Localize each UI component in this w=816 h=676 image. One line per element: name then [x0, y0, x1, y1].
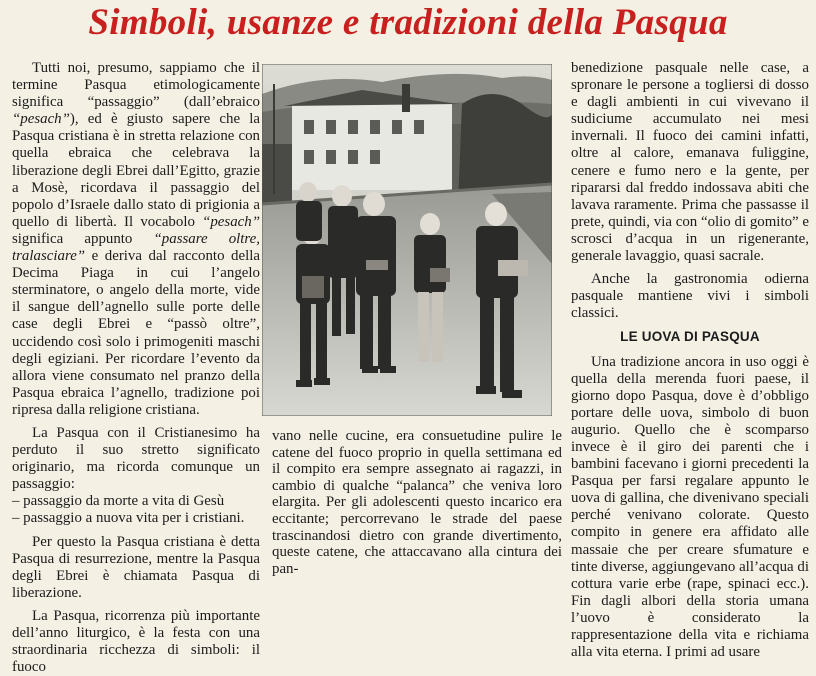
photo-boys-with-chains — [262, 64, 552, 416]
paragraph-resurrezione: Per questo la Pasqua cristiana è detta Pasqua di resurrezione, mentre la Pasqua degli Ebrei è chiamata Pasqua di liberazione. — [12, 533, 260, 601]
column-right — [571, 60, 809, 661]
column-middle — [272, 428, 562, 577]
paragraph-catene: vano nelle cucine, era consuetudine pulire le catene del fuoco proprio in quella settimana ed il compito era sempre assegnato ai ragazzi, in cambio di qualche “palanca” che veniva loro elargita. Per gli adolescenti questo incarico era eccitante; percorrevano le strade del paese trascinandosi dietro con grande divertimento, queste catene, che attaccavano alla cintura dei pan- — [272, 428, 562, 577]
list-item: – passaggio da morte a vita di Gesù — [12, 493, 225, 510]
list-item: – passaggio a nuova vita per i cristiani. — [12, 510, 245, 527]
paragraph-ricorrenza: La Pasqua, ricorrenza più importante dell’anno liturgico, è la festa con una straordinaria ricchezza di simboli: il fuoco — [12, 607, 260, 676]
paragraph-uova: Una tradizione ancora in uso oggi è quella della merenda fuori paese, il giorno dopo Pasqua, dove è d’obbligo portare delle uova, simbolo di buon augurio. Quello che è scomparso invece è il giro dei parenti che i bambini facevano i giorni precedenti la Pasqua per farsi regalare appunto le uova di gallina, che divenivano speciali perché venivano colorate. Questo compito in genere era affidato alle massaie che per creare sfumature e tinte diverse, aggiungevano all’acqua di cottura varie erbe (rape, spinaci ecc.). Fin dagli albori della storia umana l’uovo è considerato la rappresentazione della vita e richiama alla vita eterna. I primi ad usare — [571, 353, 809, 661]
article-title: Simboli, usanze e tradizioni della Pasqua — [88, 2, 728, 43]
paragraph-intro: Tutti noi, presumo, sappiamo che il termine Pasqua etimologicamente significa “passaggio” (dall’ebraico “pesach”), ed è giusto sapere che la Pasqua cristiana è in stretta relazione con quella ebraica che celebrava la liberazione degli Ebrei dall’Egitto, grazie a Mosè, ricordava il passaggio del popolo d’Israele dallo stato di prigionia a quello di libertà. Il vocabolo “pesach” significa appunto “passare oltre, tralasciare” e deriva dal racconto della Decima Piaga in cui l’angelo sterminatore, o angelo della morte, vide il sangue dell’agnello sulle porte delle case degli Ebrei e “passò oltre”, uccidendo così solo i primogeniti maschi degli egiziani. Per ricordare l’evento da allora viene consumato nel pranzo della Pasqua ebraica l’agnello, tradizione poi ripresa dalla religione cristiana. — [12, 60, 260, 418]
paragraph-cristianesimo: La Pasqua con il Cristianesimo ha perduto il suo stretto significato originario, ma ricorda comunque un passaggio: — [12, 424, 260, 493]
section-heading: LE UOVA DI PASQUA — [620, 329, 760, 345]
column-left — [12, 60, 260, 676]
paragraph-benedizione: benedizione pasquale nelle case, a spronare le persone a togliersi di dosso e dagli ambienti in cui vivevano il sudiciume accumulato nei mesi invernali. Il fuoco dei camini infatti, oltre al calore, emanava fuliggine, cenere e fumo nero e la gente, per ripararsi dal freddo indossava abiti che lavava raramente. Prima che passasse il prete, quindi, via con “olio di gomito” e scrosci d’acqua in un rigenerante, generale lavaggio, quasi sacrale. — [571, 60, 809, 265]
paragraph-gastronomia: Anche la gastronomia odierna pasquale mantiene vivi i simboli classici. — [571, 271, 809, 322]
